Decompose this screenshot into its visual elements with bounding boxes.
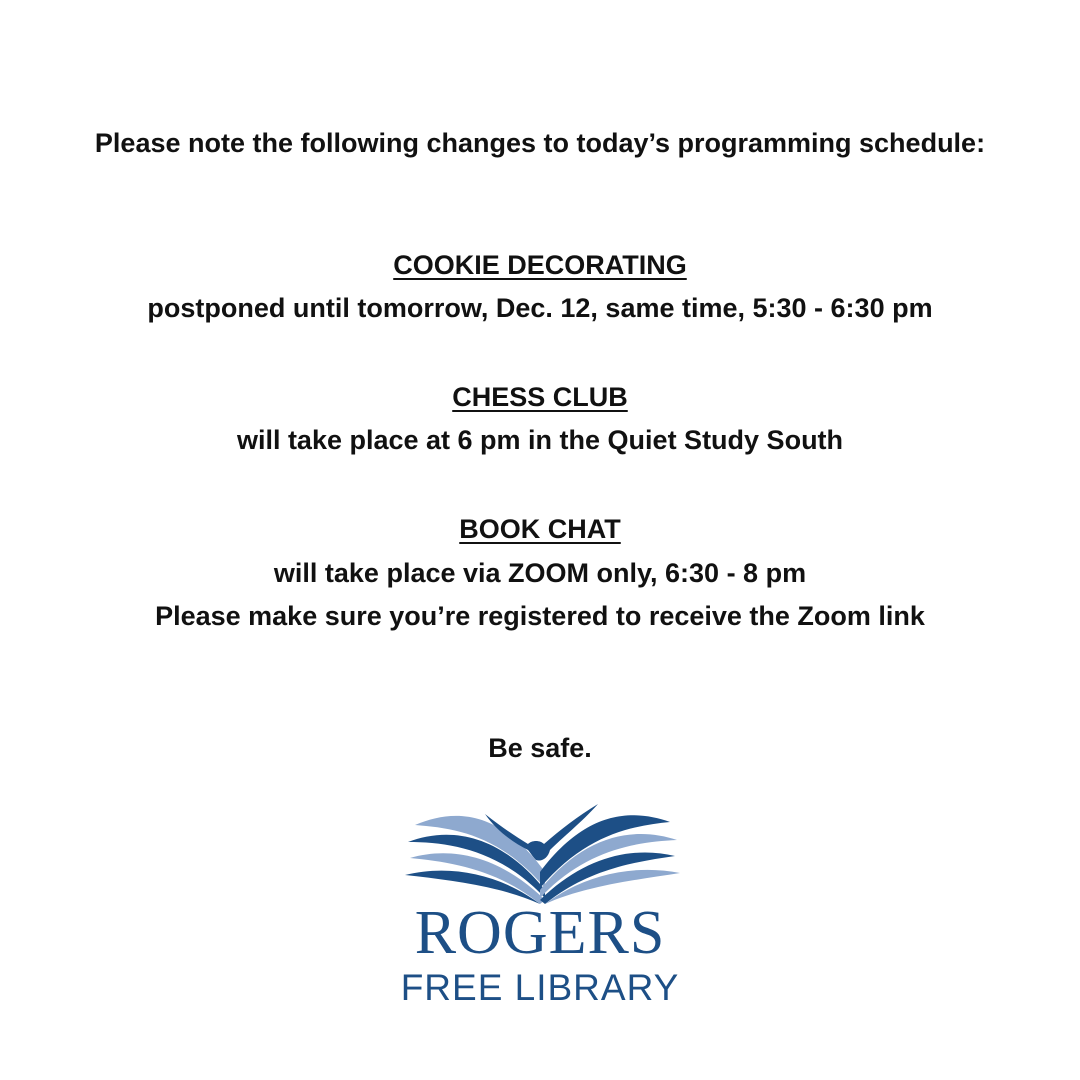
event-detail-book-chat: will take place via ZOOM only, 6:30 - 8 pm <box>273 558 807 588</box>
event-title-book-chat: BOOK CHAT <box>459 514 621 544</box>
event-detail-cookie-decorating: postponed until tomorrow, Dec. 12, same time, 5:30 - 6:30 pm <box>147 293 933 323</box>
event-note-book-chat: Please make sure you’re registered to receive the Zoom link <box>155 601 925 631</box>
event-title-cookie-decorating: COOKIE DECORATING <box>393 250 687 280</box>
event-detail-chess-club: will take place at 6 pm in the Quiet Study South <box>236 425 844 455</box>
open-book-with-bird-icon <box>400 800 685 905</box>
logo-wordmark-rogers: ROGERS <box>414 899 666 967</box>
closing-text: Be safe. <box>488 733 592 763</box>
intro-text: Please note the following changes to today’s programming schedule: <box>94 128 986 158</box>
event-title-chess-club: CHESS CLUB <box>452 382 628 412</box>
logo-wordmark-free-library: FREE LIBRARY <box>400 967 680 1008</box>
